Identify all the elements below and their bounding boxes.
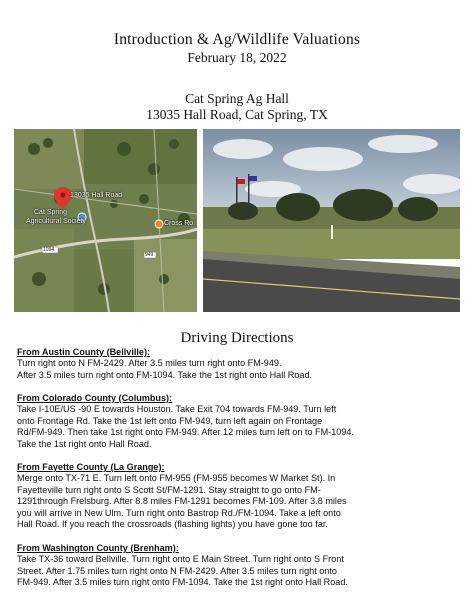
direction-line: Turn right onto N FM-2429. After 3.5 miles turn right onto FM-949. — [17, 358, 282, 369]
section-header: From Washington County (Brenham): — [17, 543, 179, 553]
direction-line: Hall Road. If you reach the crossroads (flashing lights) you have gone too far. — [17, 519, 328, 530]
directions-section-washington — [17, 543, 462, 589]
section-header: From Colorado County (Columbus): — [17, 393, 173, 403]
map-place-label-line1: Cat Spring — [34, 209, 68, 216]
venue-address: 13035 Hall Road, Cat Spring, TX — [146, 107, 328, 122]
section-header: From Austin County (Bellville): — [17, 347, 151, 357]
satellite-map-image — [14, 129, 197, 312]
direction-line: FM-949. After 3.5 miles turn right onto FM-1094. Take the 1st right onto Hall Road. — [17, 577, 348, 588]
map-place-label-line2: Agricultural Society — [26, 218, 86, 225]
directions-section-colorado — [17, 393, 462, 450]
road-shield-949: 949 — [145, 252, 154, 258]
page-title: Introduction & Ag/Wildlife Valuations — [113, 31, 361, 48]
road-shield-1094: 1094 — [43, 247, 55, 253]
direction-line: 1291through Frelsburg. After 8.8 miles FM-1291 becomes FM-109. After 3.8 miles — [17, 496, 347, 507]
event-date: February 18, 2022 — [187, 50, 287, 65]
venue-name: Cat Spring Ag Hall — [185, 91, 289, 106]
street-view-photo — [203, 129, 460, 312]
section-header: From Fayette County (La Grange): — [17, 462, 165, 472]
directions-section-fayette — [17, 462, 462, 530]
driving-directions-heading: Driving Directions — [180, 330, 294, 346]
direction-line: Fayetteville turn right onto S Scott St/FM-1291. Stay straight to go onto FM- — [17, 484, 321, 495]
direction-line: Take TX-36 toward Bellville. Turn right onto E Main Street. Turn right onto S Front — [17, 554, 344, 565]
direction-line: Take I-10E/US -90 E towards Houston. Take Exit 704 towards FM-949. Turn left — [17, 404, 337, 415]
direction-line: After 3.5 miles turn right onto FM-1094. Take the 1st right onto Hall Road. — [17, 369, 313, 380]
map-cross-label: Cross Ro — [164, 220, 194, 227]
direction-line: Street. After 1.75 miles turn right onto N FM-2429. After 3.5 miles turn right onto — [17, 565, 337, 576]
directions-section-austin — [17, 347, 462, 381]
map-pin-label: 13035 Hall Road — [70, 192, 123, 199]
direction-line: onto Frontage Rd. Take the 1st left onto FM-949, turn left again on Frontage — [17, 415, 323, 426]
direction-line: you will arrive in New Ulm. Turn right onto Bastrop Rd./FM-1094. Take a left onto — [17, 507, 341, 518]
direction-line: Take the 1st right onto Hall Road. — [17, 438, 152, 449]
direction-line: Merge onto TX-71 E. Turn left onto FM-955 (FM-955 becomes W Market St). In — [17, 473, 336, 484]
direction-line: Rd/FM-949. Then take 1st right onto FM-949. After 12 miles turn left on to FM-1094. — [17, 427, 354, 438]
